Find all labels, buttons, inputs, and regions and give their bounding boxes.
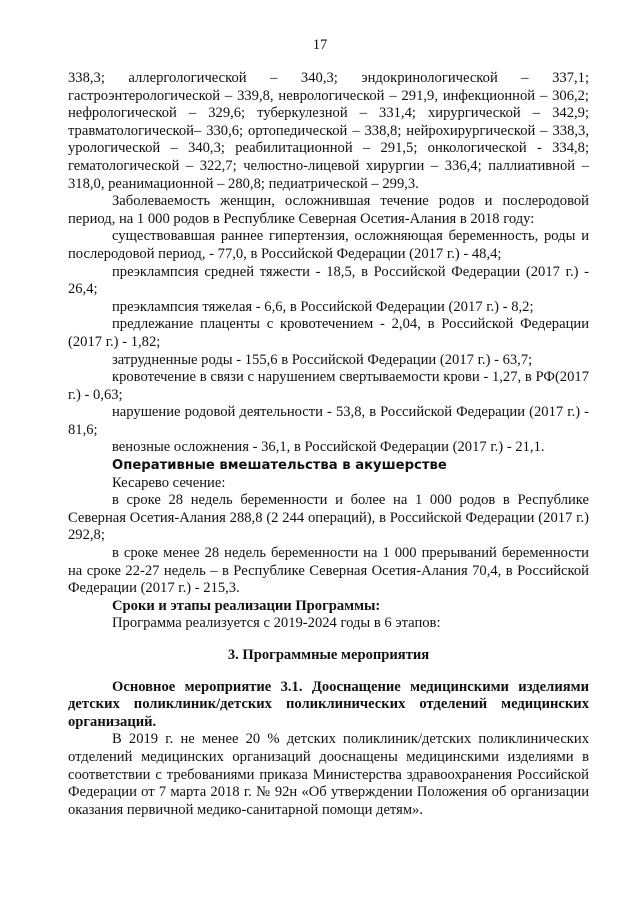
section-heading-program-measures: 3. Программные мероприятия [227,647,430,663]
spacer [68,633,589,647]
paragraph-preeclampsia-moderate: преэклампсия средней тяжести - 18,5, в Российской Федерации (2017 г.) - 26,4; [68,263,589,298]
paragraph-cesarean: Кесарево сечение: [112,474,226,491]
paragraph-venous: венозные осложнения - 36,1, в Российской Федерации (2017 г.) - 21,1. [112,439,545,456]
paragraph-preeclampsia-severe: преэклампсия тяжелая - 6,6, в Российской Федерации (2017 г.) - 8,2; [112,298,534,315]
paragraph-measure-3-1-2019: В 2019 г. не менее 20 % детских поликлиник/детских поликлинических отделений медицинских организаций дооснащены медицинскими изделиями в соответствии с требованиями приказа Министерства здравоохранения Российской Федерации от 7 марта 2018 г. № 92н «Об утверждении Положения об организации оказания первичной медико-санитарной помощи детям». [68,731,589,818]
paragraph-cesarean-under28: в сроке менее 28 недель беременности на 1 000 прерываний беременности на сроке 22-27 недель – в Республике Северная Осетия-Алания 70,4, в Российской Федерации (2017 г.) - 215,3. [68,545,589,597]
paragraph-placenta-previa: предлежание плаценты с кровотечением - 2,04, в Российской Федерации (2017 г.) - 1,82; [68,316,589,350]
heading-program-timeline: Сроки и этапы реализации Программы: [112,597,381,614]
page-content [68,70,589,819]
paragraph-program-stages: Программа реализуется с 2019-2024 годы в 6 этапов: [112,615,441,632]
paragraph-labor-disorder: нарушение родовой деятельности - 53,8, в Российской Федерации (2017 г.) - 81,6; [68,404,589,438]
paragraph-morbidity-intro: Заболеваемость женщин, осложнившая течение родов и послеродовой период, на 1 000 родов в Республике Северная Осетия-Алания в 2018 году: [68,193,589,227]
page-number: 17 [312,37,328,53]
paragraph-obstructed-labor: затрудненные роды - 155,6 в Российской Федерации (2017 г.) - 63,7; [112,351,533,368]
paragraph-cesarean-28plus: в сроке 28 недель беременности и более на 1 000 родов в Республике Северная Осетия-Алания 288,8 (2 244 операций), в Российской Федерации (2017 г.) 292,8; [68,492,589,544]
paragraph-bleeding: кровотечение в связи с нарушением свертываемости крови - 1,27, в РФ(2017 г.) - 0,63; [68,369,589,403]
heading-measure-3-1: Основное мероприятие 3.1. Дооснащение медицинскими изделиями детских поликлиник/детских поликлинических отделений медицинских организаций. [68,678,589,730]
paragraph-hypertension: существовавшая раннее гипертензия, осложняющая беременность, роды и послеродовой период, - 77,0, в Российской Федерации (2017 г.) - 48,4; [68,228,589,262]
heading-obstetric-surgery: Оперативные вмешательства в акушерстве [112,458,447,474]
spacer [68,665,589,679]
paragraph-bed-stats: 338,3; аллергологической – 340,3; эндокринологической – 337,1; гастроэнтерологической – 339,8, неврологической – 291,9, инфекционной – 306,2; нефрологической – 329,6; туберкулезной – 331,4; хирургической – 342,9; травматологической– 330,6; ортопедической – 338,8; нейрохирургической – 338,3, урологической – 340,3; реабилитационной – 291,5; онкологической - 334,8; гематологической – 322,7; челюстно-лицевой хирургии – 336,4; паллиативной – 318,0, реанимационной – 280,8; педиатрической – 299,3. [68,70,589,192]
